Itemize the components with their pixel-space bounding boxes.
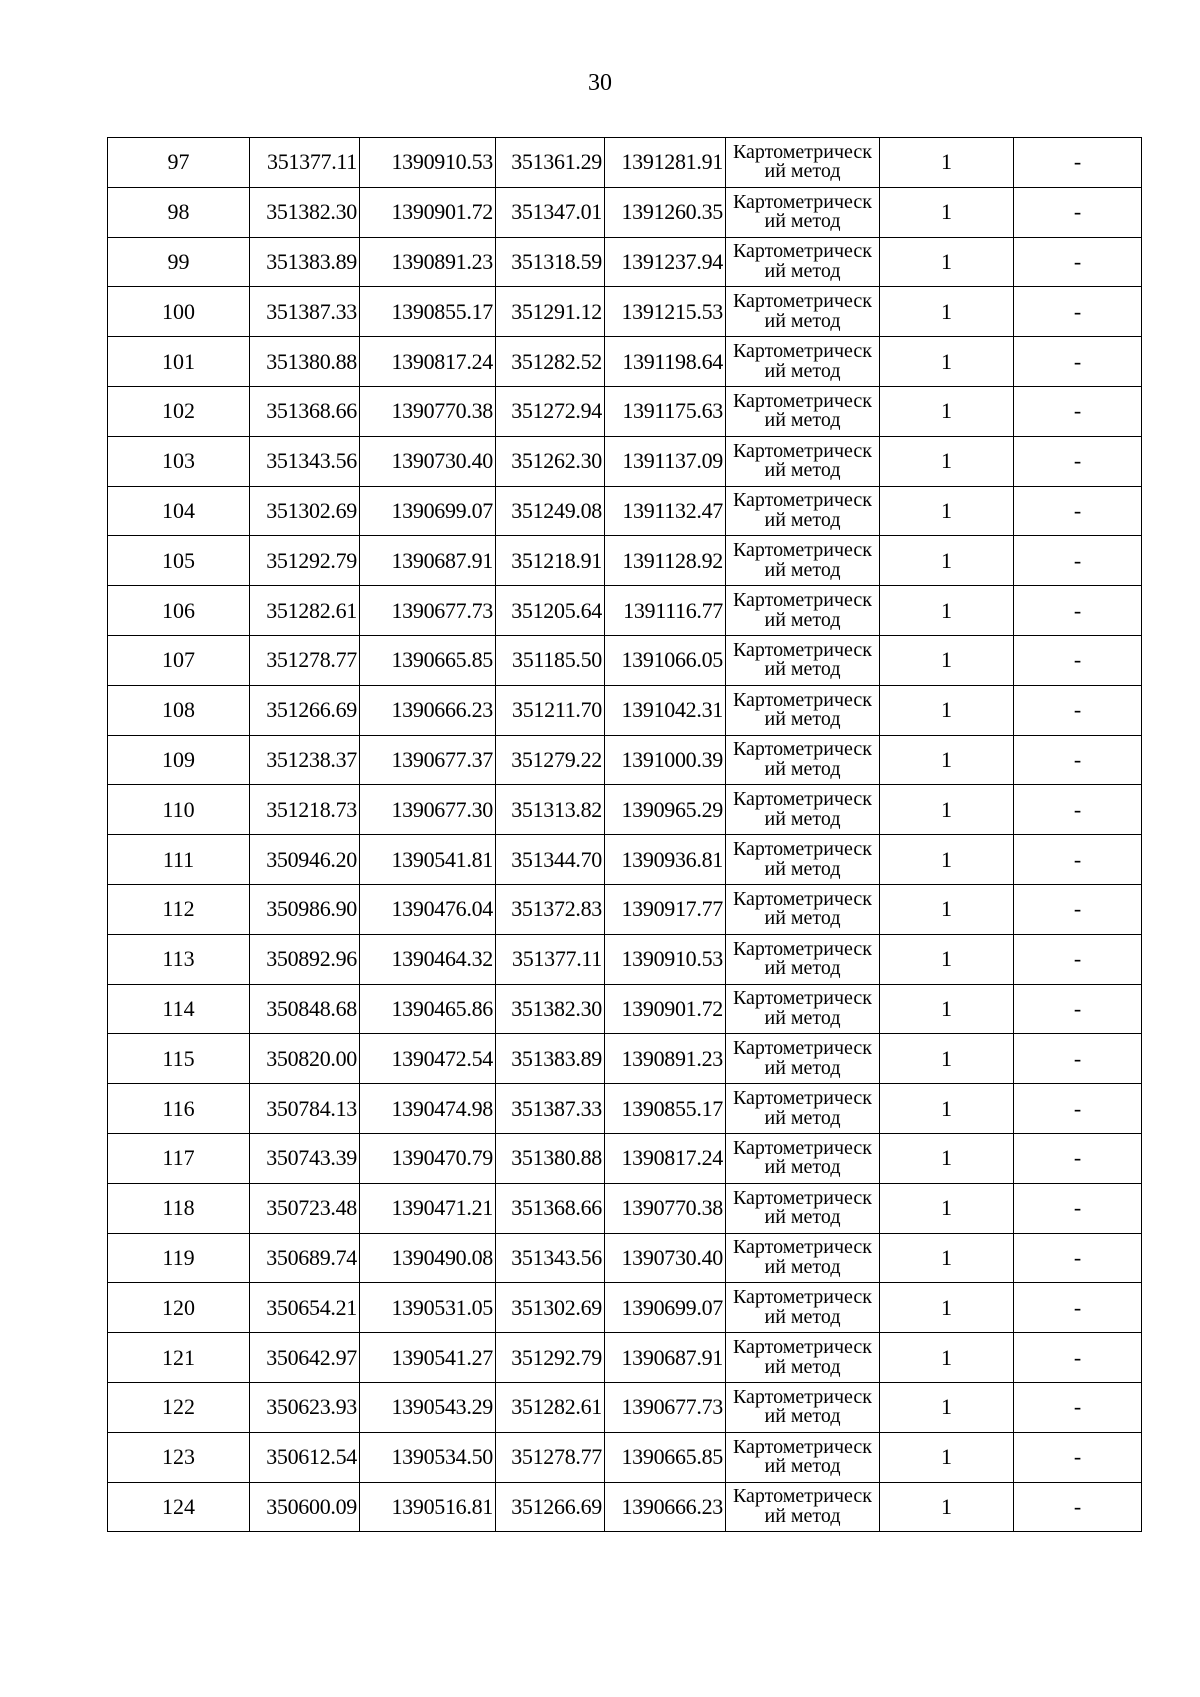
table-row [108,1482,1142,1532]
table-row [108,337,1142,387]
x-end-cell: 351218.91 [496,536,605,586]
y-end-cell: 1390666.23 [605,1482,726,1532]
x-end-cell: 351249.08 [496,486,605,536]
y-end-cell: 1391137.09 [605,436,726,486]
x-end-cell: 351262.30 [496,436,605,486]
y-start-cell: 1390910.53 [360,138,496,188]
table-row [108,735,1142,785]
method-cell: Картометрический метод [726,386,880,436]
accuracy-cell: 1 [880,1482,1014,1532]
x-end-cell: 351372.83 [496,884,605,934]
point-number-cell: 101 [108,337,250,387]
table-row [108,1183,1142,1233]
x-start-cell: 350820.00 [250,1034,360,1084]
point-number-cell: 112 [108,884,250,934]
point-number-cell: 106 [108,586,250,636]
y-start-cell: 1390901.72 [360,187,496,237]
table-row [108,287,1142,337]
method-cell: Картометрический метод [726,1133,880,1183]
y-start-cell: 1390534.50 [360,1432,496,1482]
y-start-cell: 1390677.73 [360,586,496,636]
note-cell: - [1014,1233,1142,1283]
method-cell: Картометрический метод [726,536,880,586]
y-start-cell: 1390699.07 [360,486,496,536]
accuracy-cell: 1 [880,934,1014,984]
x-start-cell: 351302.69 [250,486,360,536]
x-end-cell: 351205.64 [496,586,605,636]
y-end-cell: 1391132.47 [605,486,726,536]
x-end-cell: 351282.52 [496,337,605,387]
x-start-cell: 351387.33 [250,287,360,337]
method-cell: Картометрический метод [726,1432,880,1482]
page-number: 30 [588,70,612,96]
y-start-cell: 1390516.81 [360,1482,496,1532]
y-end-cell: 1390855.17 [605,1084,726,1134]
point-number-cell: 119 [108,1233,250,1283]
x-end-cell: 351266.69 [496,1482,605,1532]
accuracy-cell: 1 [880,1133,1014,1183]
point-number-cell: 102 [108,386,250,436]
y-end-cell: 1390891.23 [605,1034,726,1084]
method-cell: Картометрический метод [726,984,880,1034]
x-start-cell: 350654.21 [250,1283,360,1333]
y-end-cell: 1390910.53 [605,934,726,984]
note-cell: - [1014,586,1142,636]
x-end-cell: 351380.88 [496,1133,605,1183]
x-start-cell: 351343.56 [250,436,360,486]
point-number-cell: 98 [108,187,250,237]
x-start-cell: 350743.39 [250,1133,360,1183]
accuracy-cell: 1 [880,884,1014,934]
accuracy-cell: 1 [880,1382,1014,1432]
y-start-cell: 1390490.08 [360,1233,496,1283]
point-number-cell: 124 [108,1482,250,1532]
method-cell: Картометрический метод [726,1333,880,1383]
table-row [108,1333,1142,1383]
x-start-cell: 350784.13 [250,1084,360,1134]
table-row [108,486,1142,536]
y-start-cell: 1390770.38 [360,386,496,436]
y-end-cell: 1390917.77 [605,884,726,934]
point-number-cell: 108 [108,685,250,735]
accuracy-cell: 1 [880,536,1014,586]
note-cell: - [1014,1482,1142,1532]
y-start-cell: 1390543.29 [360,1382,496,1432]
point-number-cell: 114 [108,984,250,1034]
y-start-cell: 1390855.17 [360,287,496,337]
note-cell: - [1014,1084,1142,1134]
y-start-cell: 1390531.05 [360,1283,496,1333]
note-cell: - [1014,1432,1142,1482]
table-row [108,1084,1142,1134]
table-row [108,835,1142,885]
y-end-cell: 1391042.31 [605,685,726,735]
x-end-cell: 351377.11 [496,934,605,984]
point-number-cell: 115 [108,1034,250,1084]
x-start-cell: 350848.68 [250,984,360,1034]
x-start-cell: 351218.73 [250,785,360,835]
x-end-cell: 351344.70 [496,835,605,885]
table-row [108,884,1142,934]
point-number-cell: 118 [108,1183,250,1233]
y-start-cell: 1390541.81 [360,835,496,885]
note-cell: - [1014,984,1142,1034]
point-number-cell: 109 [108,735,250,785]
y-start-cell: 1390666.23 [360,685,496,735]
point-number-cell: 111 [108,835,250,885]
y-end-cell: 1390687.91 [605,1333,726,1383]
x-end-cell: 351343.56 [496,1233,605,1283]
x-start-cell: 350892.96 [250,934,360,984]
table-row [108,785,1142,835]
x-start-cell: 350986.90 [250,884,360,934]
accuracy-cell: 1 [880,835,1014,885]
table-row [108,386,1142,436]
y-end-cell: 1391198.64 [605,337,726,387]
note-cell: - [1014,1382,1142,1432]
method-cell: Картометрический метод [726,1034,880,1084]
point-number-cell: 122 [108,1382,250,1432]
y-end-cell: 1390770.38 [605,1183,726,1233]
accuracy-cell: 1 [880,386,1014,436]
x-start-cell: 351238.37 [250,735,360,785]
x-end-cell: 351368.66 [496,1183,605,1233]
x-end-cell: 351347.01 [496,187,605,237]
note-cell: - [1014,337,1142,387]
y-start-cell: 1390891.23 [360,237,496,287]
x-end-cell: 351382.30 [496,984,605,1034]
y-end-cell: 1391116.77 [605,586,726,636]
x-end-cell: 351318.59 [496,237,605,287]
note-cell: - [1014,1283,1142,1333]
y-end-cell: 1390665.85 [605,1432,726,1482]
table-row [108,237,1142,287]
method-cell: Картометрический метод [726,486,880,536]
table-row [108,436,1142,486]
accuracy-cell: 1 [880,735,1014,785]
table-row [108,536,1142,586]
y-start-cell: 1390677.30 [360,785,496,835]
y-end-cell: 1391281.91 [605,138,726,188]
note-cell: - [1014,386,1142,436]
accuracy-cell: 1 [880,287,1014,337]
accuracy-cell: 1 [880,1233,1014,1283]
x-end-cell: 351211.70 [496,685,605,735]
x-end-cell: 351278.77 [496,1432,605,1482]
method-cell: Картометрический метод [726,934,880,984]
point-number-cell: 103 [108,436,250,486]
method-cell: Картометрический метод [726,138,880,188]
note-cell: - [1014,287,1142,337]
accuracy-cell: 1 [880,1283,1014,1333]
x-start-cell: 350642.97 [250,1333,360,1383]
accuracy-cell: 1 [880,1183,1014,1233]
method-cell: Картометрический метод [726,237,880,287]
table-row [108,685,1142,735]
x-end-cell: 351185.50 [496,635,605,685]
method-cell: Картометрический метод [726,635,880,685]
y-end-cell: 1390699.07 [605,1283,726,1333]
y-end-cell: 1390901.72 [605,984,726,1034]
note-cell: - [1014,1034,1142,1084]
coordinates-table [107,137,1142,1532]
x-start-cell: 351382.30 [250,187,360,237]
y-start-cell: 1390471.21 [360,1183,496,1233]
note-cell: - [1014,187,1142,237]
x-start-cell: 351266.69 [250,685,360,735]
method-cell: Картометрический метод [726,1084,880,1134]
accuracy-cell: 1 [880,1333,1014,1383]
y-start-cell: 1390474.98 [360,1084,496,1134]
x-start-cell: 351383.89 [250,237,360,287]
method-cell: Картометрический метод [726,1382,880,1432]
x-end-cell: 351282.61 [496,1382,605,1432]
point-number-cell: 99 [108,237,250,287]
method-cell: Картометрический метод [726,1283,880,1333]
method-cell: Картометрический метод [726,337,880,387]
method-cell: Картометрический метод [726,1233,880,1283]
x-end-cell: 351313.82 [496,785,605,835]
y-start-cell: 1390476.04 [360,884,496,934]
note-cell: - [1014,1333,1142,1383]
method-cell: Картометрический метод [726,785,880,835]
y-end-cell: 1390677.73 [605,1382,726,1432]
method-cell: Картометрический метод [726,187,880,237]
note-cell: - [1014,237,1142,287]
x-end-cell: 351292.79 [496,1333,605,1383]
note-cell: - [1014,536,1142,586]
accuracy-cell: 1 [880,486,1014,536]
table-row [108,187,1142,237]
point-number-cell: 100 [108,287,250,337]
method-cell: Картометрический метод [726,586,880,636]
x-start-cell: 351282.61 [250,586,360,636]
accuracy-cell: 1 [880,1034,1014,1084]
y-end-cell: 1390817.24 [605,1133,726,1183]
table-row [108,934,1142,984]
y-start-cell: 1390464.32 [360,934,496,984]
y-end-cell: 1391260.35 [605,187,726,237]
table-row [108,138,1142,188]
x-start-cell: 350946.20 [250,835,360,885]
table-row [108,1432,1142,1482]
accuracy-cell: 1 [880,1084,1014,1134]
y-start-cell: 1390470.79 [360,1133,496,1183]
accuracy-cell: 1 [880,337,1014,387]
point-number-cell: 104 [108,486,250,536]
point-number-cell: 117 [108,1133,250,1183]
y-start-cell: 1390472.54 [360,1034,496,1084]
method-cell: Картометрический метод [726,884,880,934]
table-row [108,1283,1142,1333]
y-end-cell: 1391128.92 [605,536,726,586]
table-row [108,1382,1142,1432]
x-start-cell: 351278.77 [250,635,360,685]
accuracy-cell: 1 [880,984,1014,1034]
point-number-cell: 123 [108,1432,250,1482]
x-end-cell: 351302.69 [496,1283,605,1333]
table-row [108,1034,1142,1084]
y-end-cell: 1390936.81 [605,835,726,885]
x-end-cell: 351272.94 [496,386,605,436]
y-end-cell: 1391000.39 [605,735,726,785]
x-start-cell: 350623.93 [250,1382,360,1432]
x-start-cell: 351377.11 [250,138,360,188]
accuracy-cell: 1 [880,138,1014,188]
accuracy-cell: 1 [880,237,1014,287]
y-end-cell: 1390965.29 [605,785,726,835]
point-number-cell: 107 [108,635,250,685]
note-cell: - [1014,486,1142,536]
y-start-cell: 1390665.85 [360,635,496,685]
x-start-cell: 351368.66 [250,386,360,436]
table-row [108,1233,1142,1283]
x-start-cell: 350600.09 [250,1482,360,1532]
y-start-cell: 1390817.24 [360,337,496,387]
point-number-cell: 113 [108,934,250,984]
x-start-cell: 351380.88 [250,337,360,387]
y-end-cell: 1391237.94 [605,237,726,287]
x-start-cell: 351292.79 [250,536,360,586]
x-end-cell: 351279.22 [496,735,605,785]
note-cell: - [1014,635,1142,685]
note-cell: - [1014,735,1142,785]
method-cell: Картометрический метод [726,735,880,785]
y-end-cell: 1391215.53 [605,287,726,337]
x-end-cell: 351383.89 [496,1034,605,1084]
method-cell: Картометрический метод [726,436,880,486]
table-row [108,1133,1142,1183]
table-row [108,984,1142,1034]
y-start-cell: 1390730.40 [360,436,496,486]
method-cell: Картометрический метод [726,287,880,337]
y-end-cell: 1391066.05 [605,635,726,685]
note-cell: - [1014,884,1142,934]
table-row [108,635,1142,685]
note-cell: - [1014,1133,1142,1183]
method-cell: Картометрический метод [726,1183,880,1233]
accuracy-cell: 1 [880,635,1014,685]
note-cell: - [1014,138,1142,188]
point-number-cell: 121 [108,1333,250,1383]
accuracy-cell: 1 [880,685,1014,735]
x-start-cell: 350723.48 [250,1183,360,1233]
accuracy-cell: 1 [880,436,1014,486]
accuracy-cell: 1 [880,187,1014,237]
accuracy-cell: 1 [880,1432,1014,1482]
x-end-cell: 351361.29 [496,138,605,188]
y-end-cell: 1391175.63 [605,386,726,436]
x-start-cell: 350689.74 [250,1233,360,1283]
accuracy-cell: 1 [880,586,1014,636]
point-number-cell: 116 [108,1084,250,1134]
method-cell: Картометрический метод [726,835,880,885]
point-number-cell: 105 [108,536,250,586]
y-start-cell: 1390465.86 [360,984,496,1034]
method-cell: Картометрический метод [726,1482,880,1532]
accuracy-cell: 1 [880,785,1014,835]
point-number-cell: 110 [108,785,250,835]
table-row [108,586,1142,636]
x-start-cell: 350612.54 [250,1432,360,1482]
x-end-cell: 351291.12 [496,287,605,337]
point-number-cell: 120 [108,1283,250,1333]
x-end-cell: 351387.33 [496,1084,605,1134]
table-body [108,138,1142,1532]
y-start-cell: 1390687.91 [360,536,496,586]
method-cell: Картометрический метод [726,685,880,735]
note-cell: - [1014,934,1142,984]
note-cell: - [1014,685,1142,735]
note-cell: - [1014,436,1142,486]
note-cell: - [1014,785,1142,835]
point-number-cell: 97 [108,138,250,188]
note-cell: - [1014,1183,1142,1233]
note-cell: - [1014,835,1142,885]
y-start-cell: 1390677.37 [360,735,496,785]
y-end-cell: 1390730.40 [605,1233,726,1283]
y-start-cell: 1390541.27 [360,1333,496,1383]
